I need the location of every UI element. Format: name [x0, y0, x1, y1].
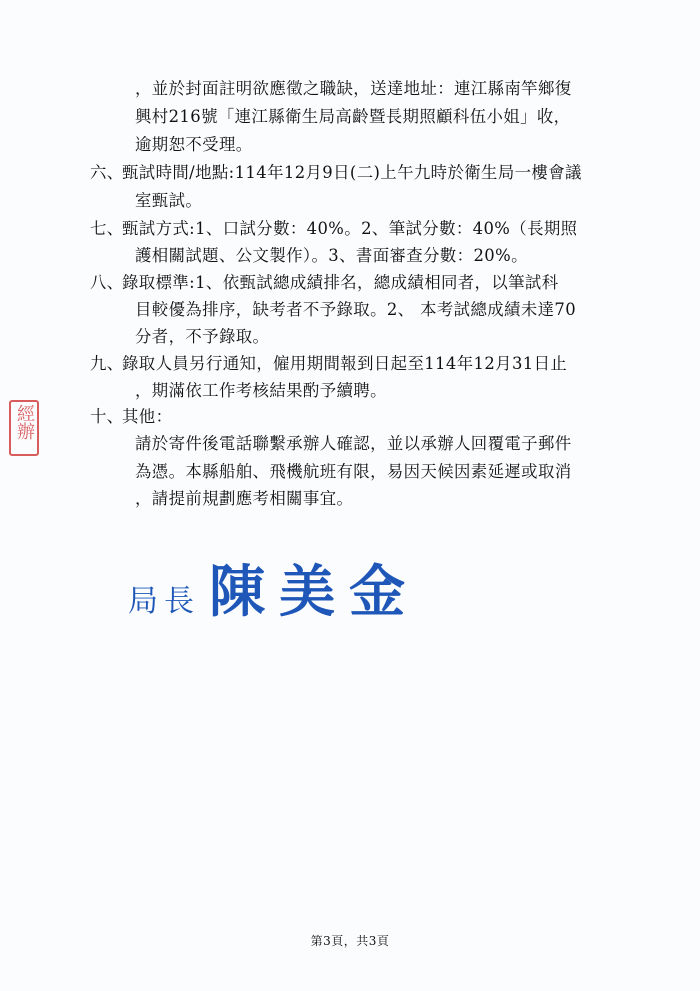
approval-seal-stamp — [9, 400, 39, 456]
section-9-line: ，期滿依工作考核結果酌予續聘。 — [135, 381, 387, 400]
page-number: 第3頁，共3頁 — [310, 934, 390, 948]
section-6-label: 六、 — [90, 163, 124, 182]
section-7-line: 甄試方式:1、口試分數：40%。2、筆試分數：40%（長期照 — [122, 219, 578, 238]
section-10-line: 其他： — [122, 407, 173, 426]
body-line: 興村216號「連江縣衛生局高齡暨長期照顧科伍小姐」收， — [135, 107, 571, 126]
section-7-label: 七、 — [90, 219, 124, 238]
section-8-label: 八、 — [90, 273, 124, 292]
signature-title: 局長 — [128, 584, 200, 619]
section-10-line: 請於寄件後電話聯繫承辦人確認，並以承辦人回覆電子郵件 — [135, 434, 572, 453]
body-line: 逾期恕不受理。 — [135, 135, 253, 154]
section-8-line: 目較優為排序，缺考者不予錄取。2、 本考試總成績未達70 — [135, 300, 577, 319]
director-signature — [128, 548, 419, 628]
seal-text: 經辦 — [14, 404, 35, 440]
section-8-line: 分者，不予錄取。 — [135, 327, 270, 346]
signature-name: 陳美金 — [209, 559, 420, 625]
section-10-label: 十、 — [90, 407, 124, 426]
body-line: ，並於封面註明欲應徵之職缺，送達地址：連江縣南竿鄉復 — [135, 79, 572, 98]
section-8-line: 錄取標準:1、依甄試總成績排名，總成績相同者，以筆試科 — [122, 273, 559, 292]
section-10-line: 為憑。本縣船舶、飛機航班有限，易因天候因素延遲或取消 — [135, 462, 572, 481]
section-9-line: 錄取人員另行通知，僱用期間報到日起至114年12月31日止 — [122, 354, 568, 373]
section-6-line: 室甄試。 — [135, 191, 203, 210]
section-6-line: 甄試時間/地點:114年12月9日(二)上午九時於衛生局一樓會議 — [122, 163, 582, 182]
section-7-line: 護相關試題、公文製作）。3、書面審查分數：20%。 — [135, 246, 528, 265]
section-9-label: 九、 — [90, 354, 124, 373]
section-10-line: ，請提前規劃應考相關事宜。 — [135, 489, 354, 508]
